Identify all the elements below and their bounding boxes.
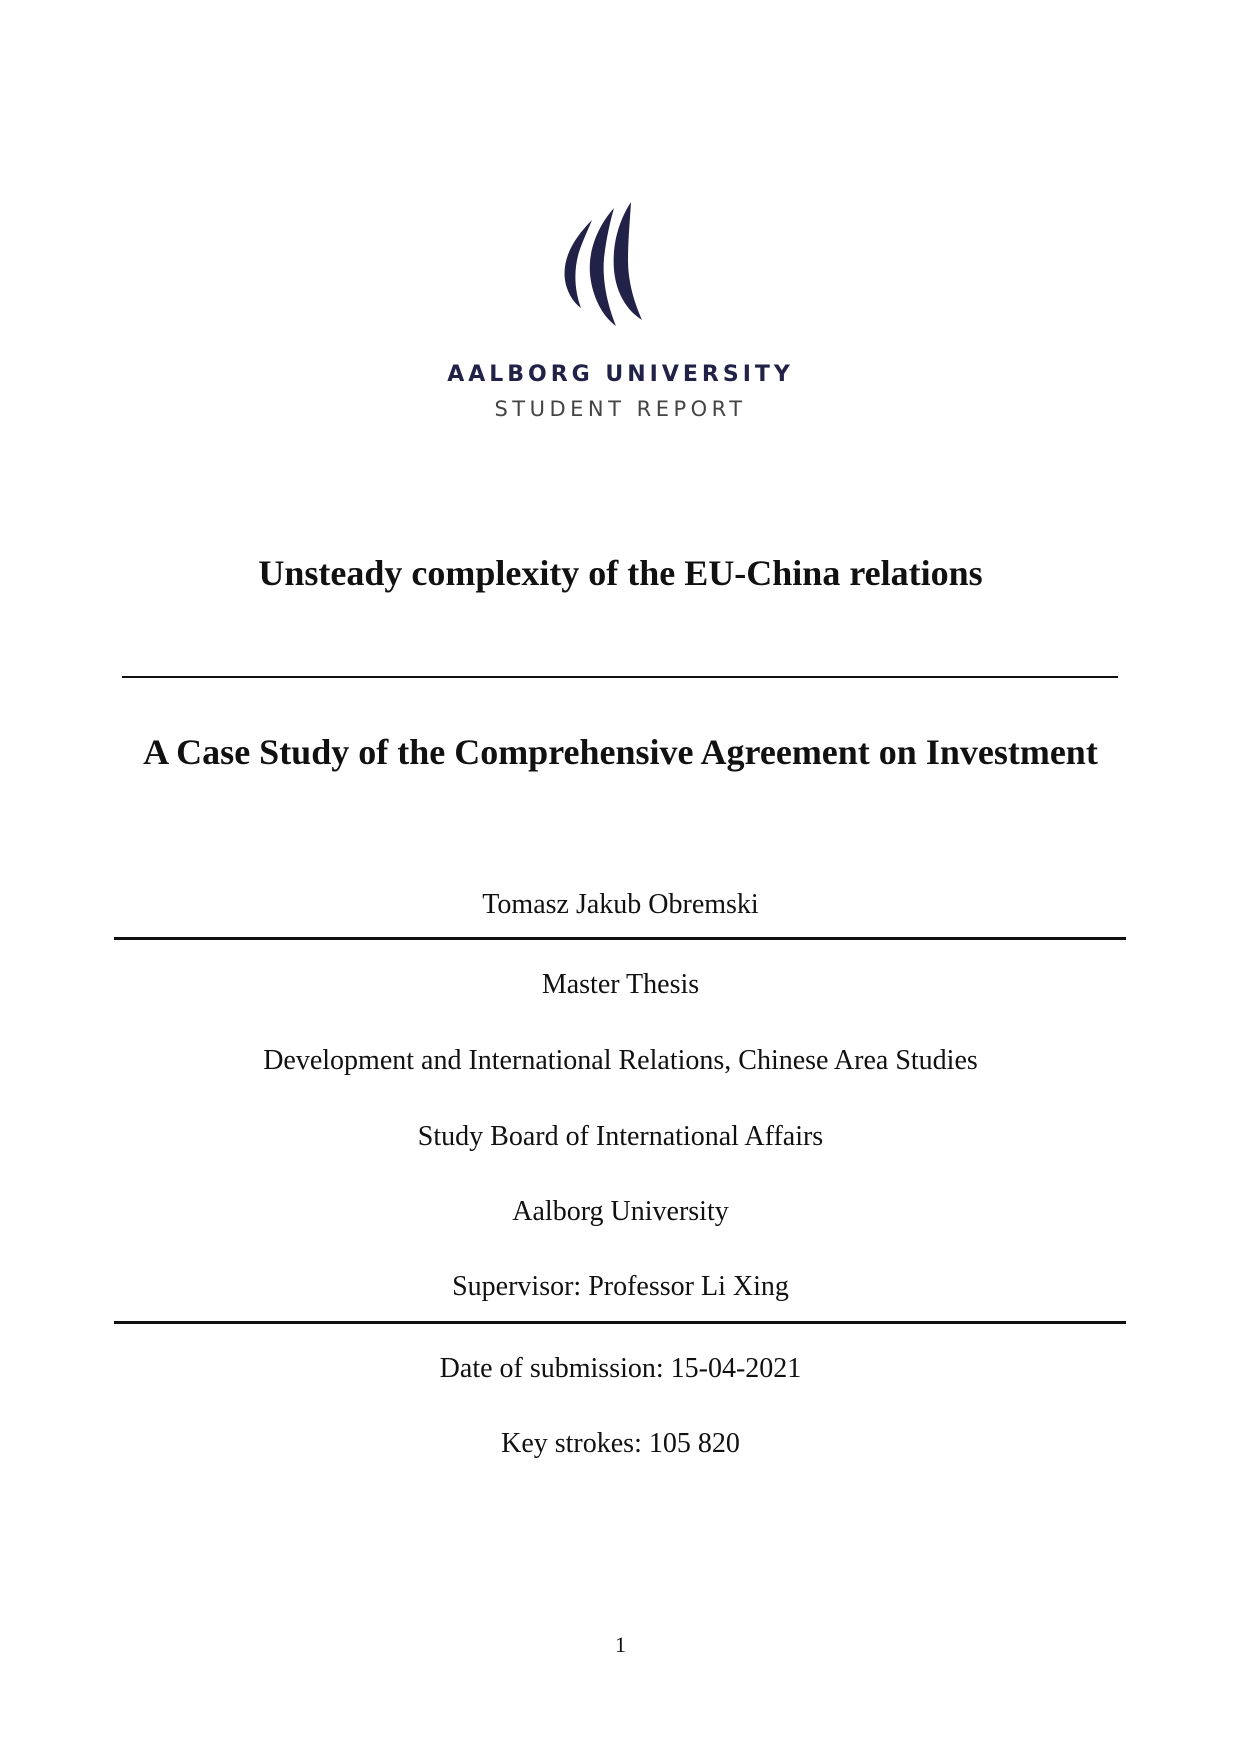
divider-rule-bottom [114, 1321, 1126, 1324]
thesis-subtitle: A Case Study of the Comprehensive Agreement on Investment [143, 732, 1098, 772]
programme-name: Development and International Relations, Chinese Area Studies [263, 1045, 978, 1076]
keystroke-count: Key strokes: 105 820 [501, 1428, 740, 1459]
thesis-type: Master Thesis [541, 969, 700, 1000]
university-name: AALBORG UNIVERSITY [447, 362, 794, 387]
supervisor-line: Supervisor: Professor Li Xing [452, 1271, 789, 1302]
page-number: 1 [615, 1632, 626, 1657]
author-name: Tomasz Jakub Obremski [482, 889, 759, 920]
thesis-title: Unsteady complexity of the EU-China relations [258, 553, 983, 593]
aalborg-university-logo-icon [552, 200, 672, 330]
university-line: Aalborg University [512, 1196, 729, 1227]
study-board: Study Board of International Affairs [417, 1121, 824, 1152]
report-type-label: STUDENT REPORT [494, 397, 747, 421]
divider-rule-top [114, 937, 1126, 940]
submission-date: Date of submission: 15-04-2021 [439, 1353, 802, 1384]
title-separator [122, 676, 1118, 678]
